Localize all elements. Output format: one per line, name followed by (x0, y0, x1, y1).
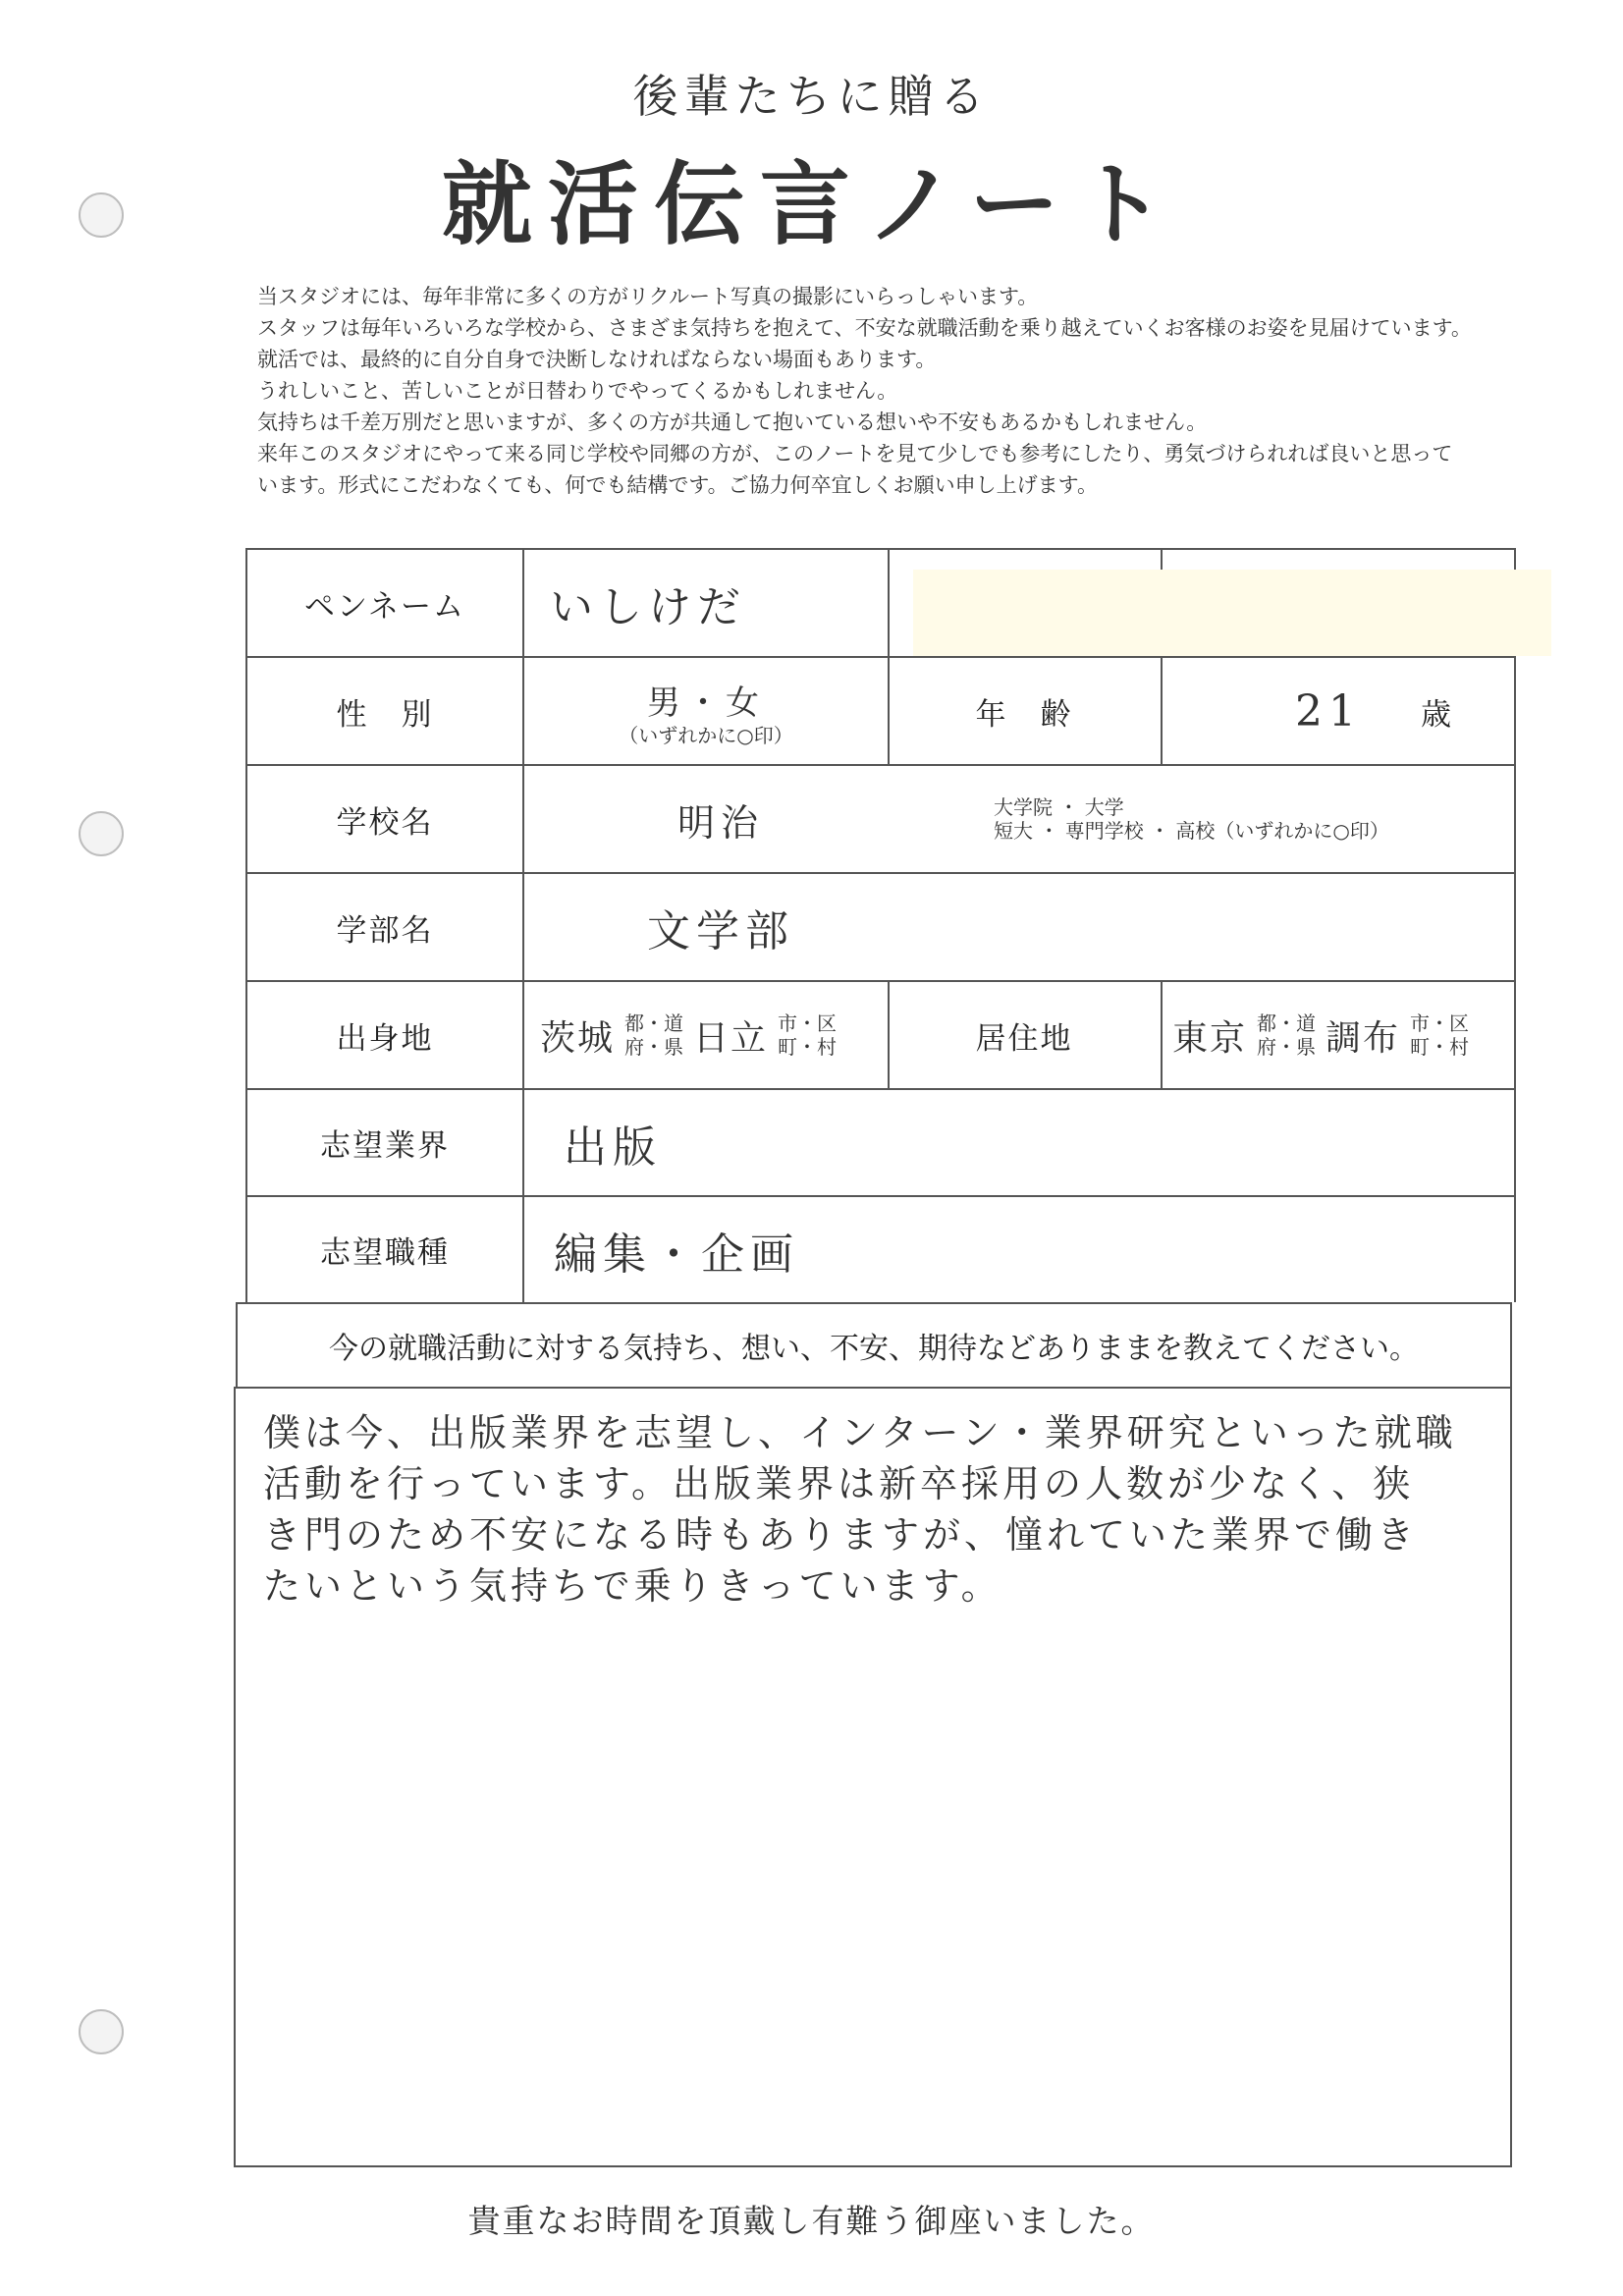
answer-line: 僕は今、出版業界を志望し、インターン・業界研究といった就職 (263, 1411, 1457, 1454)
hometown-field (524, 982, 888, 1088)
faculty-value: 文学部 (647, 906, 794, 957)
intro-text (257, 281, 1593, 501)
city-unit-bottom: 町・村 (1410, 1035, 1470, 1059)
school-label: 学校名 (336, 804, 434, 841)
pref-unit-top: 都・道 (1257, 1011, 1317, 1035)
residence-field (1163, 982, 1512, 1088)
intro-line: スタッフは毎年いろいろな学校から、さまざま気持ちを抱えて、不安な就職活動を乗り越えていくお客様のお姿を見届けています。 (257, 316, 1472, 340)
answer-line: 活動を行っています。出版業界は新卒採用の人数が少なく、狭 (263, 1462, 1415, 1505)
age-unit: 歳 (1421, 696, 1453, 733)
answer-box (234, 1387, 1512, 2167)
pref-unit-bottom: 府・県 (1257, 1035, 1317, 1059)
age-field (1163, 658, 1512, 764)
residence-city: 調布 (1325, 1017, 1401, 1059)
footer-thanks: 貴重なお時間を頂戴し有難う御座いました。 (467, 2202, 1156, 2240)
row-school (247, 764, 1514, 872)
gender-field (524, 658, 888, 764)
faculty-label: 学部名 (336, 912, 434, 949)
hometown-label: 出身地 (336, 1020, 434, 1057)
intro-line: 就活では、最終的に自分自身で決断しなければならない場面もあります。 (257, 348, 937, 371)
age-label: 年 齢 (975, 696, 1073, 733)
intro-line: 来年このスタジオにやって来る同じ学校や同郷の方が、このノートを見て少しでも参考にしたり、勇気づけられれば良いと思って (257, 442, 1453, 465)
binder-hole-bottom (79, 2009, 124, 2054)
row-job (247, 1195, 1514, 1302)
school-type-line1: 大学院 ・ 大学 (994, 795, 1124, 819)
row-faculty (247, 872, 1514, 980)
gender-note: （いずれかに○印） (619, 723, 793, 747)
question-prompt: 今の就職活動に対する気持ち、想い、不安、期待などありままを教えてください。 (236, 1302, 1512, 1387)
intro-line: います。形式にこだわなくても、何でも結構です。ご協力何卒宜しくお願い申し上げます。 (257, 473, 1098, 497)
binder-hole-middle (79, 811, 124, 856)
age-value: 21 (1295, 685, 1362, 737)
job-label: 志望職種 (320, 1235, 450, 1271)
row-industry (247, 1088, 1514, 1195)
city-unit-top: 市・区 (778, 1011, 838, 1035)
row-gender-age (247, 656, 1514, 764)
profile-form (245, 548, 1516, 1302)
answer-line: き門のため不安になる時もありますが、憧れていた業界で働き (263, 1513, 1419, 1557)
pref-unit-bottom: 府・県 (624, 1035, 684, 1059)
school-value: 明治 (676, 800, 764, 845)
page-subtitle: 後輩たちに贈る (632, 70, 991, 123)
redacted-area (913, 570, 1551, 656)
intro-line: 気持ちは千差万別だと思いますが、多くの方が共通して抱いている想いや不安もあるかもしれません。 (257, 410, 1208, 434)
school-type-line2: 短大 ・ 専門学校 ・ 高校（いずれかに○印） (994, 819, 1389, 843)
city-unit-bottom: 町・村 (778, 1035, 838, 1059)
intro-line: 当スタジオには、毎年非常に多くの方がリクルート写真の撮影にいらっしゃいます。 (257, 285, 1039, 308)
industry-value: 出版 (564, 1121, 662, 1173)
residence-pref: 東京 (1172, 1017, 1248, 1059)
city-unit-top: 市・区 (1410, 1011, 1470, 1035)
school-type (994, 766, 1504, 872)
page-title: 就活伝言ノート (441, 152, 1182, 257)
gender-options: 男・女 (647, 683, 765, 723)
intro-line: うれしいこと、苦しいことが日替わりでやってくるかもしれません。 (257, 379, 898, 403)
pref-unit-top: 都・道 (624, 1011, 684, 1035)
hometown-city: 日立 (693, 1017, 769, 1059)
gender-label: 性 別 (336, 696, 434, 733)
industry-label: 志望業界 (320, 1128, 450, 1164)
pen-name-value: いしけだ (550, 582, 746, 632)
row-hometown-residence (247, 980, 1514, 1088)
residence-label: 居住地 (975, 1020, 1073, 1057)
pen-name-label: ペンネーム (303, 588, 466, 625)
hometown-pref: 茨城 (540, 1017, 616, 1059)
answer-line: たいという気持ちで乗りきっています。 (263, 1564, 1002, 1608)
job-value: 編集・企画 (554, 1229, 799, 1280)
